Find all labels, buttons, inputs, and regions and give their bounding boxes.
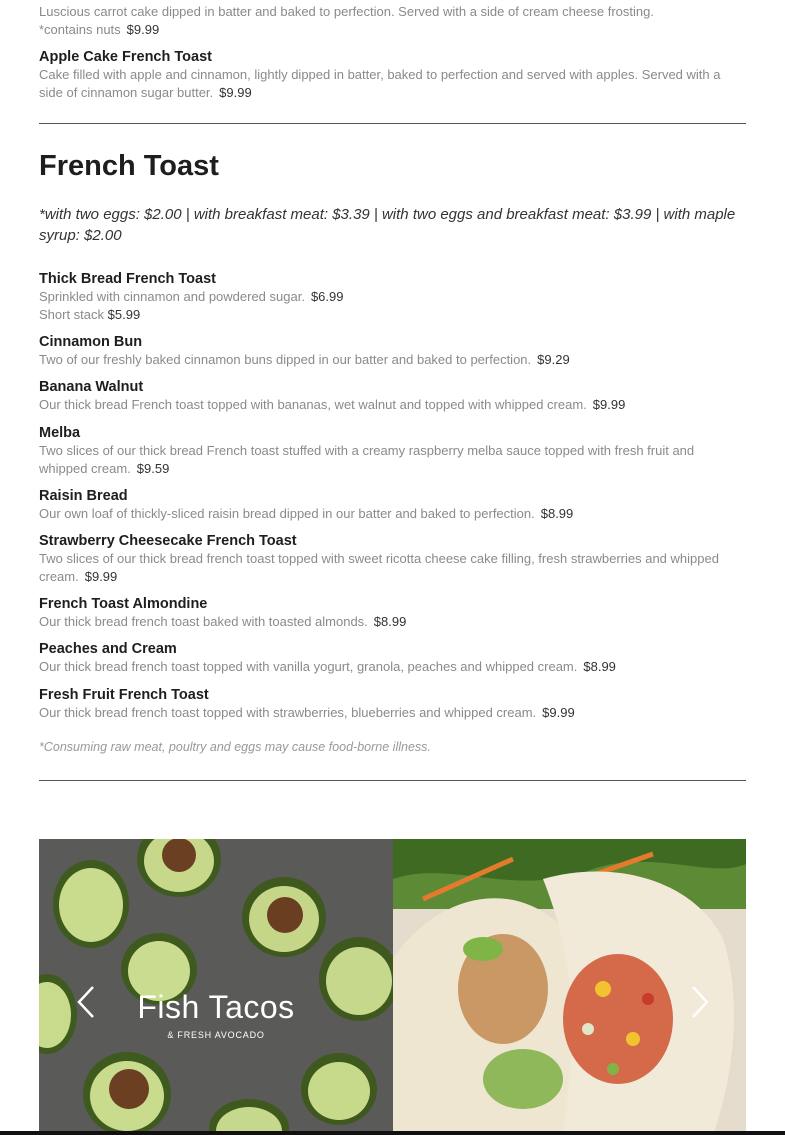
item-description: Two of our freshly baked cinnamon buns dipped in our batter and baked to perfection. $9.29 [39, 352, 570, 367]
item-price: $9.59 [136, 461, 170, 476]
item-name: Raisin Bread [39, 488, 128, 504]
footnote: *Consuming raw meat, poultry and eggs may cause food-borne illness. [39, 740, 431, 754]
item-name: Apple Cake French Toast [39, 49, 212, 65]
item-name: Strawberry Cheesecake French Toast [39, 533, 297, 549]
chevron-right-icon[interactable] [687, 984, 711, 1020]
menu-item [39, 487, 746, 523]
item-description: Our thick bread french toast baked with toasted almonds. $8.99 [39, 614, 407, 629]
menu-item [39, 595, 746, 631]
item-price: $9.99 [592, 397, 626, 412]
item-name: Banana Walnut [39, 379, 144, 395]
image-carousel [39, 839, 746, 1135]
item-price: $9.99 [84, 569, 118, 584]
chevron-left-icon[interactable] [75, 984, 99, 1020]
slide-title: Fish Tacos [137, 989, 295, 1025]
item-description: Two slices of our thick bread French toast stuffed with a creamy raspberry melba sauce topped with fresh fruit and whipped cream. $9.59 [39, 443, 695, 476]
item-price: $8.99 [373, 614, 407, 629]
menu-item-carrot-cake [39, 3, 746, 39]
item-description: Our thick bread french toast topped with strawberries, blueberries and whipped cream. $9.99 [39, 705, 575, 720]
item-description: Cake filled with apple and cinnamon, lightly dipped in batter, baked to perfection and served with apples. Served with a side of cinnamon sugar butter. $9.99 [39, 67, 721, 100]
item-description: Our thick bread French toast topped with bananas, wet walnut and topped with whipped cream. $9.99 [39, 397, 626, 412]
menu-item [39, 333, 746, 369]
item-extra: *contains nuts $9.99 [39, 22, 160, 37]
section-divider [39, 123, 746, 124]
menu-item-apple-cake [39, 48, 746, 102]
item-extra: Short stack $5.99 [39, 307, 141, 322]
item-price: $9.29 [537, 352, 570, 367]
item-description: Our thick bread french toast topped with vanilla yogurt, granola, peaches and whipped cream. $8.99 [39, 659, 616, 674]
menu-item [39, 640, 746, 676]
slide-subtitle: & FRESH AVOCADO [167, 1030, 265, 1040]
section-divider [39, 780, 746, 781]
item-name: Peaches and Cream [39, 641, 177, 657]
item-price: $8.99 [583, 659, 616, 674]
item-description: Sprinkled with cinnamon and powdered sugar. $6.99 [39, 289, 344, 304]
bottom-bar [0, 1131, 785, 1135]
item-name: Fresh Fruit French Toast [39, 687, 209, 703]
menu-item [39, 270, 746, 324]
item-price: $9.99 [219, 85, 252, 100]
menu-item [39, 424, 746, 478]
item-description: Two slices of our thick bread french toast topped with sweet ricotta cheese cake filling, fresh strawberries and whipped cream. $9.99 [39, 551, 719, 584]
item-price: $9.99 [126, 22, 160, 37]
tacos-slide-image [393, 839, 746, 1135]
item-name: Melba [39, 425, 81, 441]
item-description: Our own loaf of thickly-sliced raisin bread dipped in our batter and baked to perfection. $8.99 [39, 506, 574, 521]
item-extra-price: $5.99 [107, 307, 141, 322]
item-price: $6.99 [310, 289, 344, 304]
menu-item [39, 532, 746, 586]
item-price: $9.99 [542, 705, 575, 720]
item-name: French Toast Almondine [39, 596, 208, 612]
item-name: Thick Bread French Toast [39, 271, 216, 287]
section-title: French Toast [39, 150, 219, 182]
menu-item [39, 686, 746, 722]
item-name: Cinnamon Bun [39, 334, 143, 350]
item-price: $8.99 [540, 506, 574, 521]
item-description: Luscious carrot cake dipped in batter and baked to perfection. Served with a side of cream cheese frosting. [39, 4, 654, 19]
avocado-slide-image [39, 839, 393, 1135]
section-note: *with two eggs: $2.00 | with breakfast meat: $3.39 | with two eggs and breakfast meat: $3.99 | with maple syrup: $2.00 [39, 206, 736, 244]
menu-item [39, 378, 746, 414]
